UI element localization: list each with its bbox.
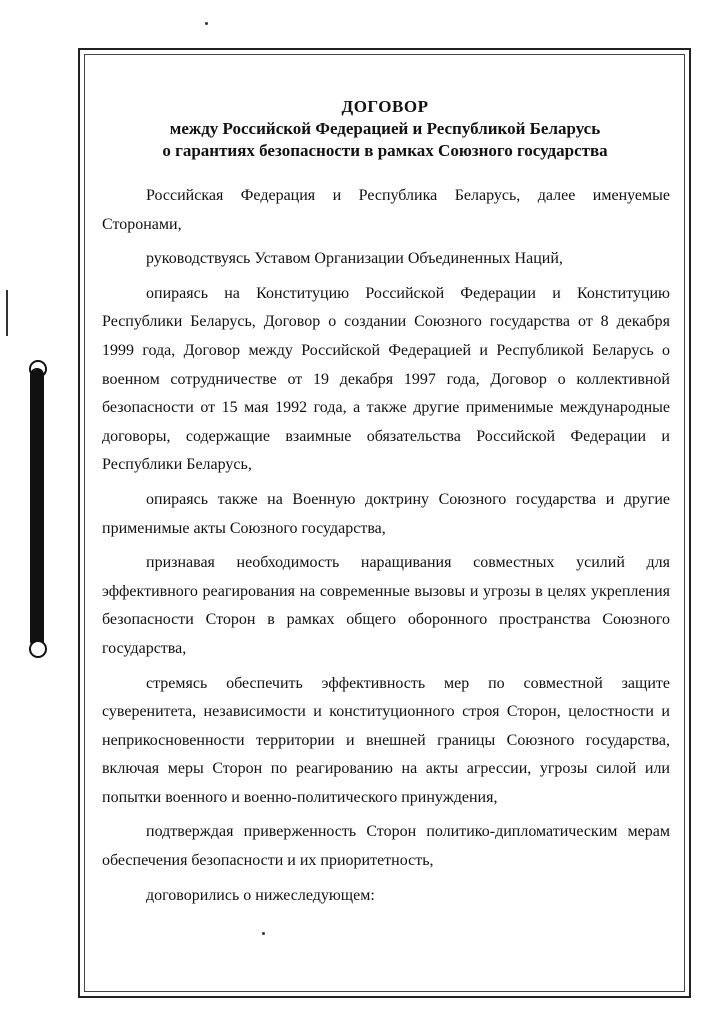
document-subtitle-line-2: о гарантиях безопасности в рамках Союзного государства (162, 141, 608, 160)
preamble-paragraph: договорились о нижеследующем: (146, 886, 375, 904)
document-title: ДОГОВОР (341, 97, 429, 116)
scan-speck (205, 22, 208, 25)
document-subtitle-line-1: между Российской Федерацией и Республикой Беларусь (169, 119, 601, 138)
scan-edge-mark (6, 290, 8, 336)
preamble (102, 182, 670, 916)
preamble-paragraph: опираясь на Конституцию Российской Федерации и Конституцию Республики Беларусь, Договор о создании Союзного государства от 8 декабря 1999 года, Договор между Российской Федерацией и Республикой Беларусь о военном сотрудничестве от 19 декабря 1997 года, Договор о коллективной безопасности от 15 мая 1992 года, а также другие применимые международные договоры, содержащие взаимные обязательства Российской Федерации и Республики Беларусь, (102, 284, 670, 474)
binder-ring-icon (29, 640, 47, 658)
preamble-paragraph: стремясь обеспечить эффективность мер по совместной защите суверенитета, независимости и конституционного строя Сторон, целостности и неприкосновенности территории и внешней границы Союзного государства, включая меры Сторон по реагированию на акты агрессии, угрозы силой или попытки военного и военно-политического принуждения, (102, 674, 670, 806)
preamble-paragraph: руководствуясь Уставом Организации Объединенных Наций, (146, 250, 563, 268)
preamble-paragraph: признавая необходимость наращивания совместных усилий для эффективного реагирования на современные вызовы и угрозы в целях укрепления безопасности Сторон в рамках общего оборонного пространства Союзного государства, (102, 554, 670, 657)
binder-strip (30, 368, 44, 648)
preamble-paragraph: опираясь также на Военную доктрину Союзного государства и другие применимые акты Союзного государства, (102, 490, 670, 537)
preamble-paragraph: Российская Федерация и Республика Беларусь, далее именуемые Сторонами, (102, 187, 670, 233)
preamble-paragraph: подтверждая приверженность Сторон политико-дипломатическим мерам обеспечения безопасности и их приоритетность, (102, 823, 670, 870)
